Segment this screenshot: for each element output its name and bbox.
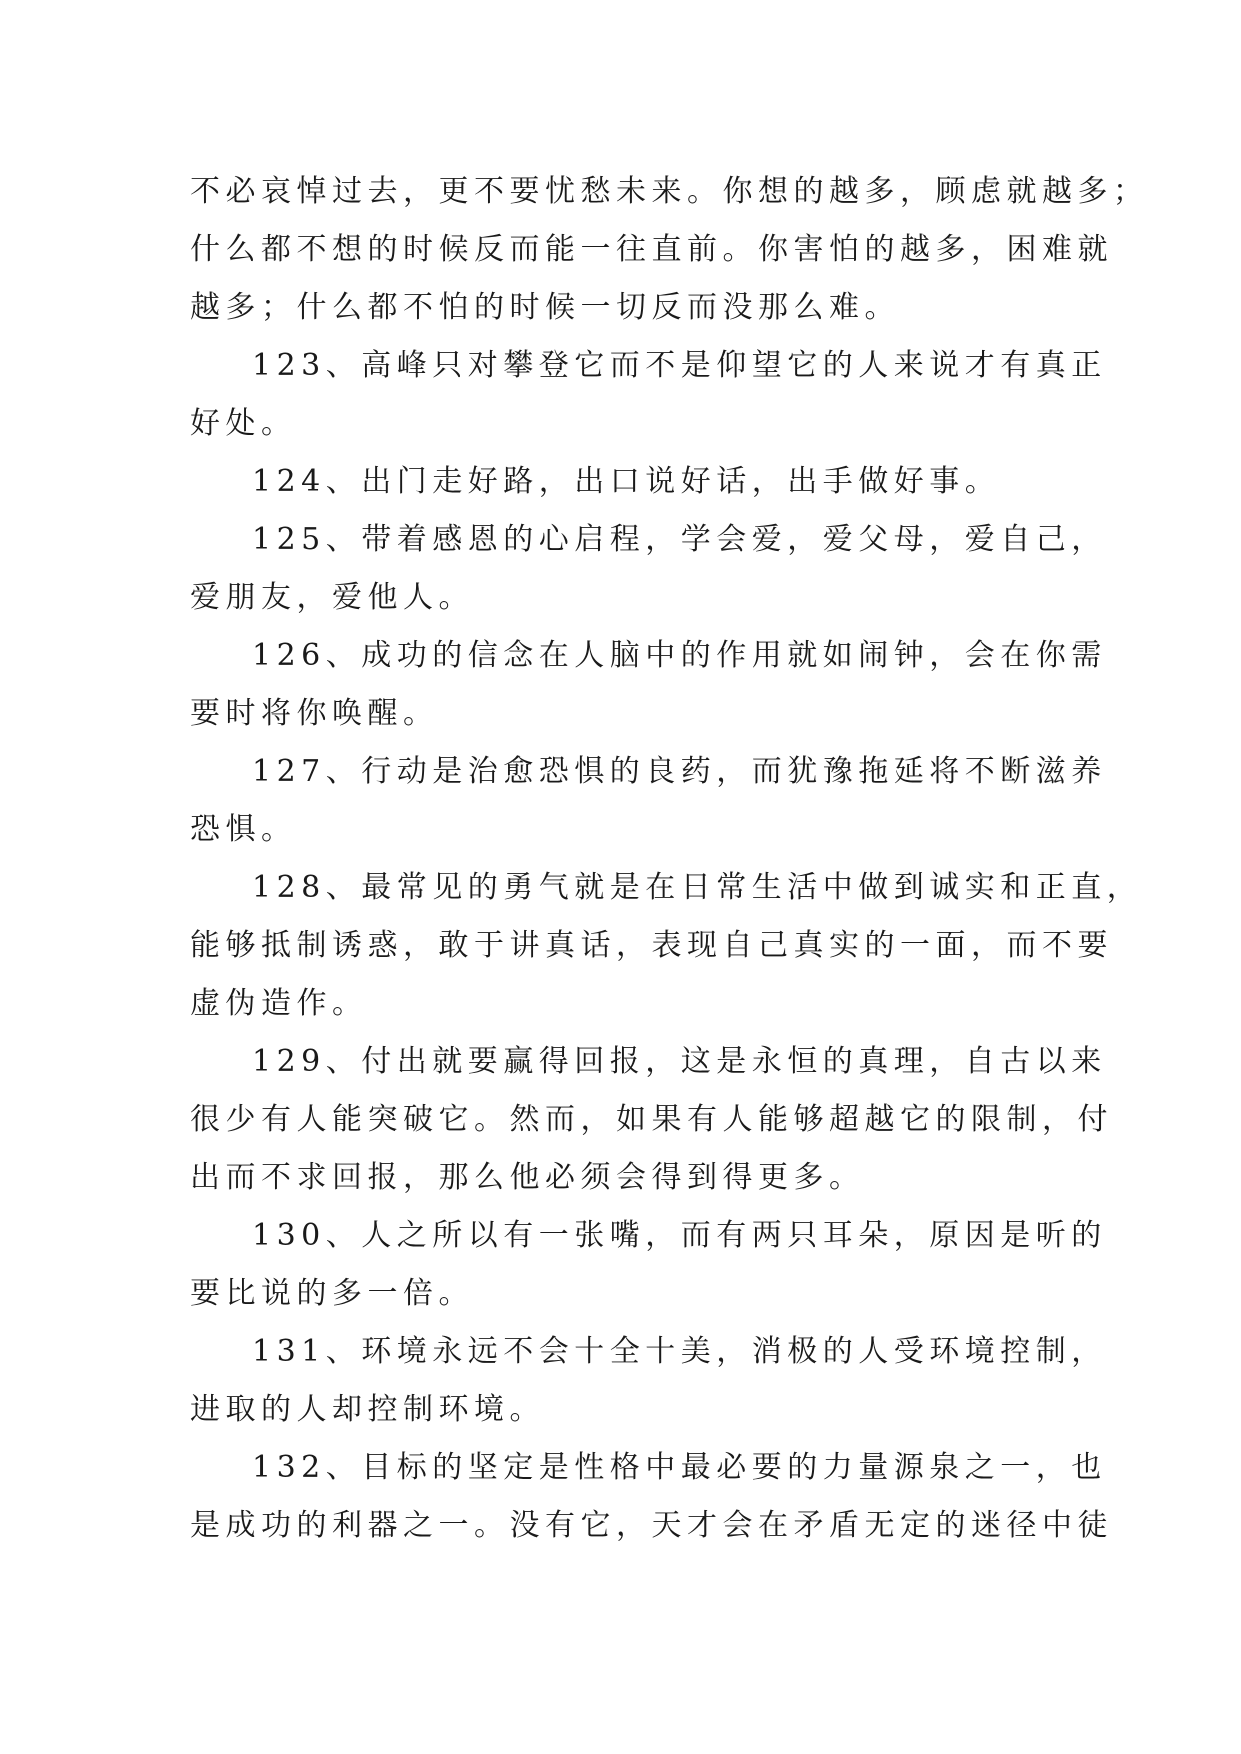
text-line: 进取的人却控制环境。 bbox=[190, 1392, 545, 1427]
document-body bbox=[190, 163, 1149, 1555]
quote-131-line: 131、环境永远不会十全十美，消极的人受环境控制， bbox=[252, 1334, 1107, 1369]
quote-128-line: 128、最常见的勇气就是在日常生活中做到诚实和正直， bbox=[252, 870, 1143, 905]
text-line: 爱朋友，爱他人。 bbox=[190, 580, 474, 615]
text-line: 虚伪造作。 bbox=[190, 986, 368, 1021]
text-line: 恐惧。 bbox=[190, 812, 297, 847]
text-line: 好处。 bbox=[190, 406, 297, 441]
quote-125-line: 125、带着感恩的心启程，学会爱，爱父母，爱自己， bbox=[252, 522, 1107, 557]
quote-129-line: 129、付出就要赢得回报，这是永恒的真理，自古以来 bbox=[252, 1044, 1107, 1079]
quote-124-line: 124、出门走好路，出口说好话，出手做好事。 bbox=[252, 464, 1001, 499]
text-line: 很少有人能突破它。然而，如果有人能够超越它的限制，付 bbox=[190, 1102, 1113, 1137]
quote-123-line: 123、高峰只对攀登它而不是仰望它的人来说才有真正 bbox=[252, 348, 1107, 383]
quote-132-line: 132、目标的坚定是性格中最必要的力量源泉之一，也 bbox=[252, 1450, 1107, 1485]
text-line: 要时将你唤醒。 bbox=[190, 696, 439, 731]
quote-127-line: 127、行动是治愈恐惧的良药，而犹豫拖延将不断滋养 bbox=[252, 754, 1107, 789]
text-line: 能够抵制诱惑，敢于讲真话，表现自己真实的一面，而不要 bbox=[190, 928, 1113, 963]
quote-130-line: 130、人之所以有一张嘴，而有两只耳朵，原因是听的 bbox=[252, 1218, 1107, 1253]
text-line: 什么都不想的时候反而能一往直前。你害怕的越多，困难就 bbox=[190, 232, 1113, 267]
text-line: 不必哀悼过去，更不要忧愁未来。你想的越多，顾虑就越多； bbox=[190, 174, 1149, 209]
text-line: 要比说的多一倍。 bbox=[190, 1276, 474, 1311]
quote-126-line: 126、成功的信念在人脑中的作用就如闹钟，会在你需 bbox=[252, 638, 1107, 673]
text-line: 出而不求回报，那么他必须会得到得更多。 bbox=[190, 1160, 865, 1195]
text-line: 是成功的利器之一。没有它，天才会在矛盾无定的迷径中徒 bbox=[190, 1508, 1113, 1543]
text-line: 越多；什么都不怕的时候一切反而没那么难。 bbox=[190, 290, 900, 325]
